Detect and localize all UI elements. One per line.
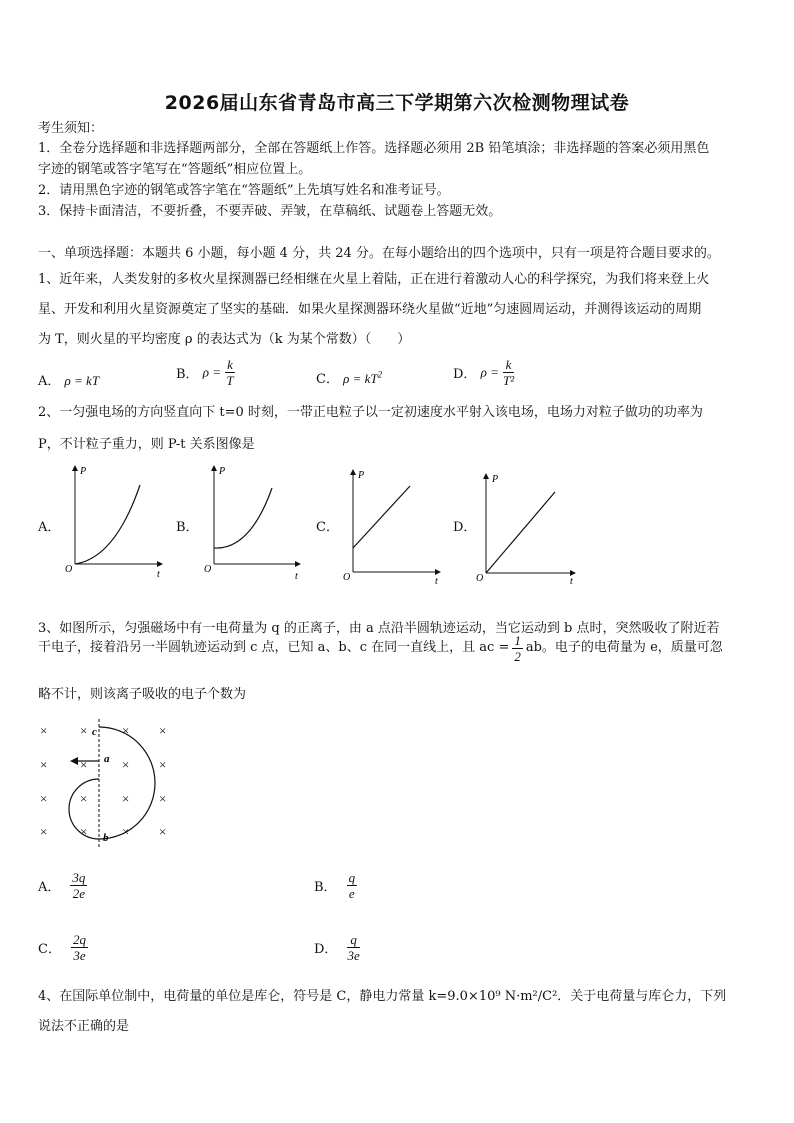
fraction: $\frac{2q}{3e}$ xyxy=(72,932,86,963)
notice-item-1: 1．全卷分选择题和非选择题两部分，全部在答题纸上作答。选择题必须用 2B 铅笔填涂；非选择题的答案必须用黑色 xyxy=(38,141,710,156)
q2-option-c-label[interactable]: C． xyxy=(316,520,339,535)
axis-t-label: t xyxy=(157,569,160,580)
axis-t-label: t xyxy=(295,571,298,582)
svg-text:×: × xyxy=(122,757,130,772)
fraction: $\frac{3q}{2e}$ xyxy=(72,870,86,901)
graph-a xyxy=(65,466,162,580)
q1-line-3: 为 T，则火星的平均密度 ρ 的表达式为（k 为某个常数）（ ） xyxy=(38,332,411,347)
option-formula: ρ = kT xyxy=(64,373,100,388)
q1-option-b[interactable] xyxy=(176,357,235,388)
svg-text:×: × xyxy=(40,757,48,772)
q2-graphs xyxy=(0,460,794,590)
q1-line-2: 星、开发和利用火星资源奠定了坚实的基础．如果火星探测器环绕火星做“近地”匀速圆周运动，并测得该运动的周期 xyxy=(38,302,702,317)
origin-label: O xyxy=(476,573,484,584)
option-label: A． xyxy=(38,374,61,389)
q3-line-2-text-end: ab。电子的电荷量为 e，质量可忽 xyxy=(525,640,723,655)
graph-b xyxy=(204,466,300,582)
svg-text:×: × xyxy=(80,791,88,806)
option-formula: ρ = kT xyxy=(343,371,378,386)
fraction: $\frac{k}{\text{T²}}$ xyxy=(502,357,515,388)
origin-label: O xyxy=(204,564,212,575)
option-formula: ρ = xyxy=(480,364,499,380)
svg-text:×: × xyxy=(40,723,48,738)
option-label: B． xyxy=(176,367,199,382)
page-title: 2026届山东省青岛市高三下学期第六次检测物理试卷 xyxy=(164,92,630,114)
q4-line-2: 说法不正确的是 xyxy=(38,1019,130,1034)
q3-option-d[interactable] xyxy=(314,932,360,963)
q3-option-a[interactable] xyxy=(38,870,87,901)
notice-item-3: 3．保持卡面清洁，不要折叠，不要弄破、弄皱，在草稿纸、试题卷上答题无效。 xyxy=(38,204,502,219)
fraction: $\frac{k}{T}$ xyxy=(226,357,234,388)
point-c-label: c xyxy=(92,726,97,738)
q2-line-2: P，不计粒子重力，则 P-t 关系图像是 xyxy=(38,437,255,452)
option-label: C． xyxy=(38,942,61,957)
option-label: D． xyxy=(453,367,477,382)
option-label: D． xyxy=(314,942,338,957)
point-a-label: a xyxy=(104,753,110,765)
q3-option-b[interactable] xyxy=(314,870,357,901)
point-b-label: b xyxy=(103,832,109,844)
q4-line-1: 4、在国际单位制中，电荷量的单位是库仑，符号是 C，静电力常量 k=9.0×10⁹ N·m²/C²．关于电荷量与库仑力，下列 xyxy=(38,989,727,1004)
arrow-head xyxy=(70,757,78,765)
graph-c xyxy=(343,470,440,587)
q2-option-a-label[interactable]: A． xyxy=(38,520,61,535)
q2-option-b-label[interactable]: B． xyxy=(176,520,199,535)
svg-text:×: × xyxy=(159,757,167,772)
axis-p-label: P xyxy=(219,466,226,477)
q1-line-1: 1、近年来，人类发射的多枚火星探测器已经相继在火星上着陆，正在进行着激动人心的科学探究，为我们将来登上火 xyxy=(38,272,710,287)
notice-heading: 考生须知： xyxy=(38,121,104,136)
q1-option-d[interactable] xyxy=(453,357,514,388)
notice-item-1-cont: 字迹的钢笔或答字笔写在“答题纸”相应位置上。 xyxy=(38,162,312,177)
section-heading: 一、单项选择题：本题共 6 小题，每小题 4 分，共 24 分。在每小题给出的四个选项中，只有一项是符合题目要求的。 xyxy=(38,246,720,261)
axis-p-label: P xyxy=(358,470,365,481)
q1-option-a[interactable] xyxy=(38,370,99,389)
option-label: B． xyxy=(314,880,337,895)
q3-line-1: 3、如图所示，匀强磁场中有一电荷量为 q 的正离子，由 a 点沿半圆轨迹运动，当它运动到 b 点时，突然吸收了附近若 xyxy=(38,621,720,636)
svg-text:×: × xyxy=(159,824,167,839)
svg-text:×: × xyxy=(122,791,130,806)
graph-d xyxy=(476,474,575,587)
svg-text:×: × xyxy=(122,824,130,839)
q3-option-c[interactable] xyxy=(38,932,88,963)
q1-option-c[interactable] xyxy=(316,368,382,387)
fraction: $\frac{q}{3e}$ xyxy=(347,932,360,963)
fraction: $\frac{q}{e}$ xyxy=(348,870,356,901)
exponent: 2 xyxy=(377,369,383,380)
fraction: $\frac{1}{2}$ xyxy=(514,632,521,664)
svg-text:×: × xyxy=(40,824,48,839)
notice-item-2: 2．请用黑色字迹的钢笔或答字笔在“答题纸”上先填写姓名和准考证号。 xyxy=(38,183,450,198)
q3-line-3: 略不计，则该离子吸收的电子个数为 xyxy=(38,687,247,702)
svg-text:×: × xyxy=(40,791,48,806)
axis-t-label: t xyxy=(570,576,573,587)
axis-t-label: t xyxy=(435,576,438,587)
svg-text:×: × xyxy=(159,791,167,806)
option-label: C． xyxy=(316,372,339,387)
q3-magnetic-field-figure xyxy=(30,715,190,850)
origin-label: O xyxy=(343,572,351,583)
q3-line-2 xyxy=(38,630,758,666)
svg-text:×: × xyxy=(80,757,88,772)
q2-option-d-label[interactable]: D． xyxy=(453,520,477,535)
field-crosses xyxy=(40,723,166,839)
option-formula: ρ = xyxy=(202,364,221,380)
large-semicircle xyxy=(99,727,155,839)
svg-text:×: × xyxy=(80,824,88,839)
svg-text:×: × xyxy=(122,723,130,738)
axis-p-label: P xyxy=(80,466,87,477)
option-label: A． xyxy=(38,880,61,895)
origin-label: O xyxy=(65,564,73,575)
q3-line-2-text: 干电子，接着沿另一半圆轨迹运动到 c 点，已知 a、b、c 在同一直线上，且 ac = xyxy=(38,640,510,655)
axis-p-label: P xyxy=(492,474,499,485)
svg-text:×: × xyxy=(80,723,88,738)
q2-line-1: 2、一匀强电场的方向竖直向下 t=0 时刻，一带正电粒子以一定初速度水平射入该电场，电场力对粒子做功的功率为 xyxy=(38,405,703,420)
svg-text:×: × xyxy=(159,723,167,738)
